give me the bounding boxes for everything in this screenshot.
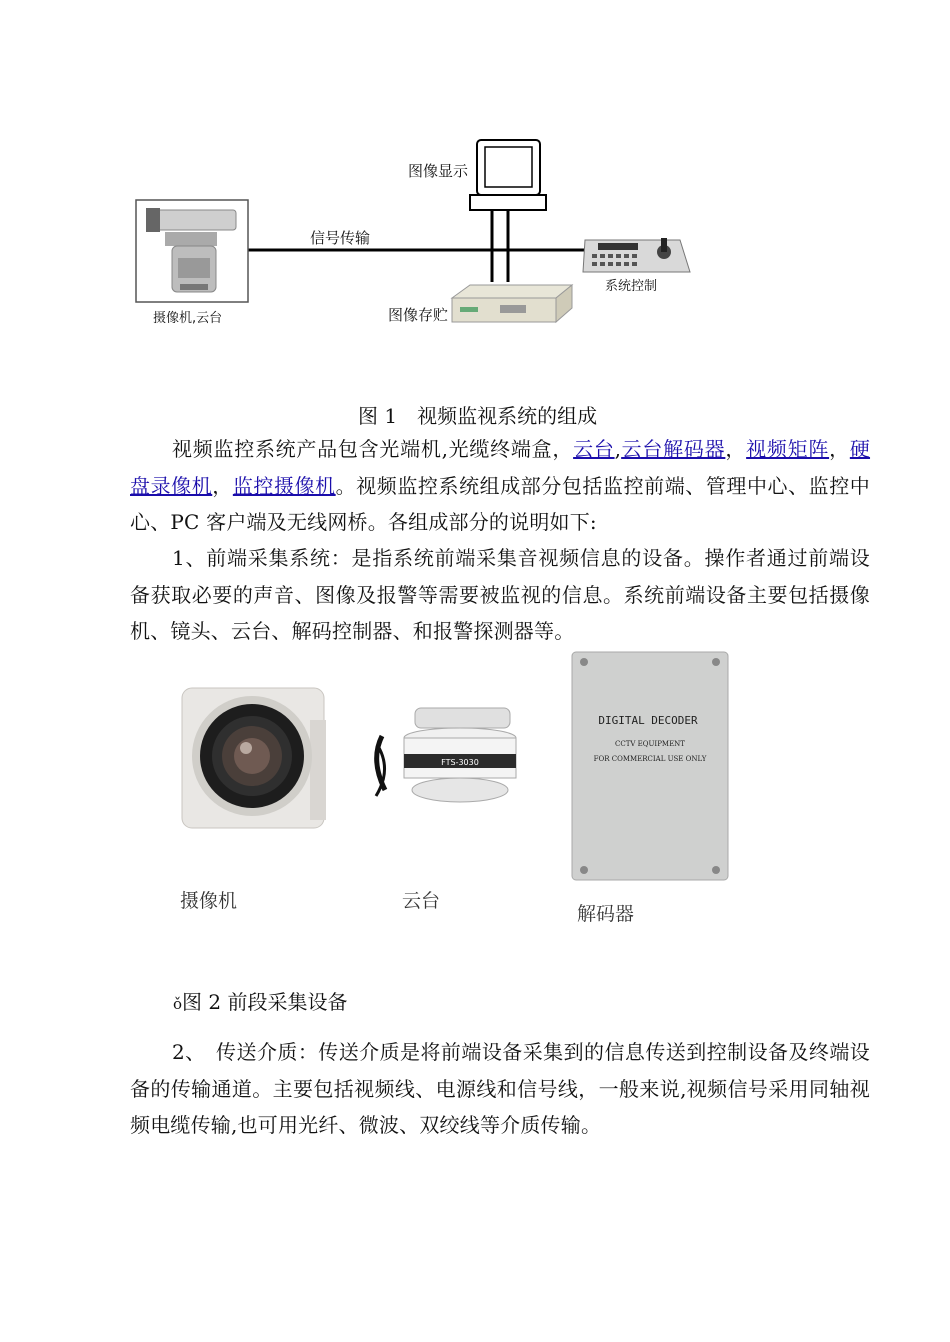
camera-ptz-image (136, 200, 248, 302)
paragraph-transmission-medium: 2、 传送介质：传送介质是将前端设备采集到的信息传送到控制设备及终端设备的传输通道。主要包括视频线、电源线和信号线，一般来说,视频信号采用同轴视频电缆传输,也可用光纤、微波、双绞线等介质传输。 (130, 1040, 870, 1137)
label-decoder-product: 解码器 (577, 903, 635, 925)
camera-product-image (182, 688, 326, 828)
label-ptz-product: 云台 (402, 890, 441, 912)
connection-lines (248, 210, 585, 282)
para1-text-5: ， (212, 473, 233, 498)
monitor-image (470, 140, 546, 210)
link-video-matrix[interactable]: 视频矩阵 (746, 437, 830, 461)
decoder-note-text: FOR COMMERCIAL USE ONLY (593, 755, 707, 763)
figure-2-caption (173, 986, 347, 1015)
label-camera-product: 摄像机 (180, 890, 238, 912)
link-ptz-decoder[interactable]: 云台解码器 (621, 437, 726, 461)
decoder-product-image (572, 652, 728, 880)
figure-1-caption: 图 1 视频监视系统的组成 (358, 404, 598, 428)
figure-1-diagram (0, 0, 950, 400)
label-camera-ptz: 摄像机,云台 (153, 311, 223, 326)
link-surveillance-camera[interactable]: 监控摄像机 (232, 473, 336, 498)
para1-text-2: , (614, 437, 622, 461)
paragraph-system-overview (130, 431, 870, 541)
figure-2-images (170, 650, 750, 890)
figure-2-caption-text: 图 2 前段采集设备 (182, 990, 348, 1014)
para1-text-4: ， (829, 437, 850, 461)
decoder-title-text: DIGITAL DECODER (598, 714, 698, 727)
ptz-model-label: FTS-3030 (441, 758, 479, 767)
link-dvr[interactable]: 硬盘录像机 (130, 437, 871, 498)
label-image-storage: 图像存贮 (388, 306, 449, 324)
label-signal-transmission: 信号传输 (310, 229, 371, 247)
caption-marker-icon: ǒ (173, 995, 183, 1013)
label-system-control: 系统控制 (605, 279, 658, 294)
paragraph-front-end-system: 1、前端采集系统：是指系统前端采集音视频信息的设备。操作者通过前端设备获取必要的声音、图像及报警等需要被监视的信息。系统前端设备主要包括摄像机、镜头、云台、解码控制器、和报警探测器等。 (130, 546, 870, 643)
decoder-subtitle-text: CCTV EQUIPMENT (615, 740, 685, 748)
para1-text-6: 。视频监控系统组成部分包括监控前端、管理中心、监控中心、PC 客户端及无线网桥。各组成部分的说明如下: (130, 473, 871, 534)
ptz-product-image (376, 708, 516, 802)
para1-text-1: 视频监控系统产品包含光端机,光缆终端盒， (172, 437, 574, 461)
control-keyboard-image (583, 238, 690, 272)
para1-text-3: ， (725, 437, 747, 461)
label-image-display: 图像显示 (408, 162, 469, 180)
storage-dvr-image (452, 285, 572, 322)
link-ptz[interactable]: 云台 (573, 437, 615, 461)
